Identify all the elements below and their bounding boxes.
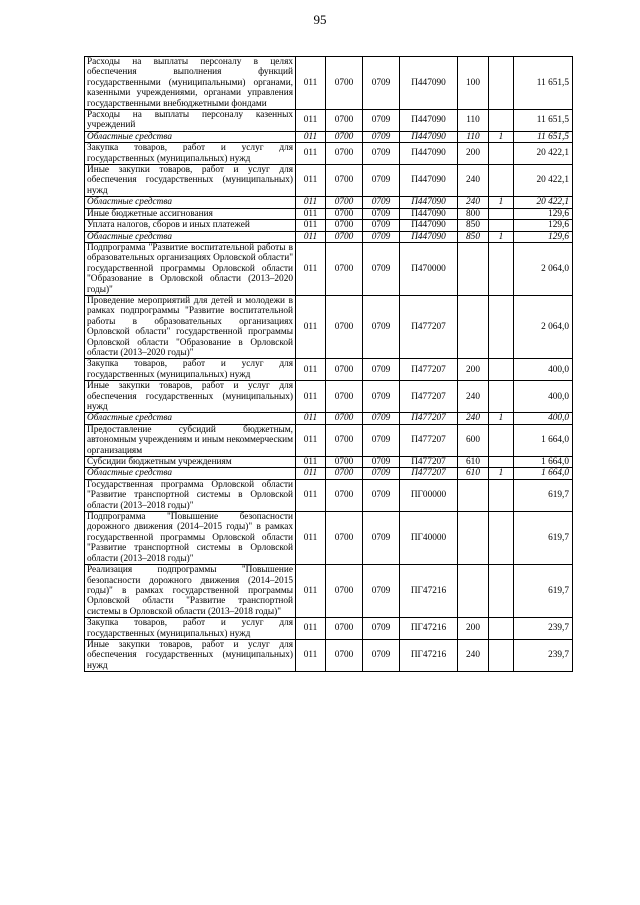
row-description: Закупка товаров, работ и услуг для государственных (муниципальных) нужд bbox=[85, 359, 296, 381]
section-code: 0700 bbox=[326, 381, 363, 413]
section-code: 0700 bbox=[326, 165, 363, 197]
table-row bbox=[85, 381, 573, 413]
target-article-code: П470000 bbox=[400, 242, 458, 295]
expense-type-code: 600 bbox=[458, 424, 489, 456]
section-code: 0700 bbox=[326, 131, 363, 142]
expense-type-code bbox=[458, 565, 489, 618]
section-code: 0700 bbox=[326, 512, 363, 565]
subsection-code: 0709 bbox=[363, 424, 400, 456]
funding-source-code bbox=[489, 165, 514, 197]
row-description: Предоставление субсидий бюджетным, автономным учреждениям и иным некоммерческим организациям bbox=[85, 424, 296, 456]
amount: 1 664,0 bbox=[514, 468, 573, 479]
expense-type-code: 850 bbox=[458, 220, 489, 231]
table-row bbox=[85, 413, 573, 424]
table-row bbox=[85, 457, 573, 468]
row-description: Закупка товаров, работ и услуг для государственных (муниципальных) нужд bbox=[85, 618, 296, 640]
section-code: 0700 bbox=[326, 295, 363, 358]
expense-type-code bbox=[458, 512, 489, 565]
subsection-code: 0709 bbox=[363, 143, 400, 165]
expense-type-code: 240 bbox=[458, 381, 489, 413]
row-description: Областные средства bbox=[85, 413, 296, 424]
expense-type-code: 240 bbox=[458, 197, 489, 208]
target-article-code: П477207 bbox=[400, 413, 458, 424]
funding-source-code: 1 bbox=[489, 231, 514, 242]
subsection-code: 0709 bbox=[363, 359, 400, 381]
subsection-code: 0709 bbox=[363, 57, 400, 110]
section-code: 0700 bbox=[326, 618, 363, 640]
table-row bbox=[85, 468, 573, 479]
funding-source-code bbox=[489, 110, 514, 132]
amount: 1 664,0 bbox=[514, 424, 573, 456]
section-code: 0700 bbox=[326, 231, 363, 242]
budget-table bbox=[84, 56, 573, 672]
funding-source-code: 1 bbox=[489, 468, 514, 479]
row-description: Подпрограмма "Повышение безопасности дорожного движения (2014–2015 годы)" в рамках государственной программы Орловской области "Развитие транспортной системы в Орловской области (2013–2018 годы)" bbox=[85, 512, 296, 565]
amount: 400,0 bbox=[514, 381, 573, 413]
target-article-code: П447090 bbox=[400, 165, 458, 197]
section-code: 0700 bbox=[326, 242, 363, 295]
section-code: 0700 bbox=[326, 424, 363, 456]
subsection-code: 0709 bbox=[363, 457, 400, 468]
table-row bbox=[85, 512, 573, 565]
amount: 239,7 bbox=[514, 639, 573, 671]
funding-source-code bbox=[489, 457, 514, 468]
row-description: Иные закупки товаров, работ и услуг для обеспечения государственных (муниципальных) нужд bbox=[85, 381, 296, 413]
funding-source-code bbox=[489, 57, 514, 110]
expense-type-code bbox=[458, 479, 489, 511]
target-article-code: П447090 bbox=[400, 131, 458, 142]
subsection-code: 0709 bbox=[363, 165, 400, 197]
amount: 11 651,5 bbox=[514, 131, 573, 142]
row-description: Расходы на выплаты персоналу казенных учреждений bbox=[85, 110, 296, 132]
amount: 20 422,1 bbox=[514, 143, 573, 165]
section-code: 0700 bbox=[326, 143, 363, 165]
ministry-code: 011 bbox=[296, 165, 326, 197]
subsection-code: 0709 bbox=[363, 242, 400, 295]
ministry-code: 011 bbox=[296, 618, 326, 640]
subsection-code: 0709 bbox=[363, 110, 400, 132]
table-row bbox=[85, 220, 573, 231]
ministry-code: 011 bbox=[296, 57, 326, 110]
expense-type-code: 110 bbox=[458, 131, 489, 142]
funding-source-code bbox=[489, 424, 514, 456]
funding-source-code bbox=[489, 220, 514, 231]
amount: 129,6 bbox=[514, 208, 573, 219]
subsection-code: 0709 bbox=[363, 565, 400, 618]
ministry-code: 011 bbox=[296, 424, 326, 456]
table-row bbox=[85, 165, 573, 197]
section-code: 0700 bbox=[326, 220, 363, 231]
table-row bbox=[85, 479, 573, 511]
target-article-code: П477207 bbox=[400, 468, 458, 479]
amount: 11 651,5 bbox=[514, 110, 573, 132]
ministry-code: 011 bbox=[296, 468, 326, 479]
subsection-code: 0709 bbox=[363, 468, 400, 479]
amount: 1 664,0 bbox=[514, 457, 573, 468]
ministry-code: 011 bbox=[296, 295, 326, 358]
table-row bbox=[85, 639, 573, 671]
funding-source-code bbox=[489, 143, 514, 165]
amount: 619,7 bbox=[514, 479, 573, 511]
table-row bbox=[85, 242, 573, 295]
section-code: 0700 bbox=[326, 639, 363, 671]
expense-type-code bbox=[458, 242, 489, 295]
expense-type-code: 800 bbox=[458, 208, 489, 219]
ministry-code: 011 bbox=[296, 639, 326, 671]
expense-type-code bbox=[458, 295, 489, 358]
table-row bbox=[85, 359, 573, 381]
amount: 400,0 bbox=[514, 413, 573, 424]
ministry-code: 011 bbox=[296, 110, 326, 132]
row-description: Субсидии бюджетным учреждениям bbox=[85, 457, 296, 468]
table-row bbox=[85, 208, 573, 219]
funding-source-code: 1 bbox=[489, 413, 514, 424]
target-article-code: ПГ47216 bbox=[400, 565, 458, 618]
table-row bbox=[85, 618, 573, 640]
funding-source-code bbox=[489, 639, 514, 671]
subsection-code: 0709 bbox=[363, 295, 400, 358]
expense-type-code: 200 bbox=[458, 143, 489, 165]
subsection-code: 0709 bbox=[363, 131, 400, 142]
expense-type-code: 110 bbox=[458, 110, 489, 132]
funding-source-code bbox=[489, 295, 514, 358]
funding-source-code: 1 bbox=[489, 131, 514, 142]
row-description: Иные закупки товаров, работ и услуг для обеспечения государственных (муниципальных) нужд bbox=[85, 639, 296, 671]
subsection-code: 0709 bbox=[363, 381, 400, 413]
target-article-code: П477207 bbox=[400, 457, 458, 468]
section-code: 0700 bbox=[326, 359, 363, 381]
target-article-code: ПГ00000 bbox=[400, 479, 458, 511]
funding-source-code bbox=[489, 479, 514, 511]
expense-type-code: 200 bbox=[458, 359, 489, 381]
amount: 2 064,0 bbox=[514, 242, 573, 295]
ministry-code: 011 bbox=[296, 208, 326, 219]
expense-type-code: 240 bbox=[458, 413, 489, 424]
funding-source-code bbox=[489, 565, 514, 618]
target-article-code: П447090 bbox=[400, 231, 458, 242]
funding-source-code bbox=[489, 208, 514, 219]
target-article-code: П477207 bbox=[400, 424, 458, 456]
row-description: Иные бюджетные ассигнования bbox=[85, 208, 296, 219]
target-article-code: П447090 bbox=[400, 57, 458, 110]
row-description: Расходы на выплаты персоналу в целях обеспечения выполнения функций государственными (муниципальными) органами, казенными учреждениями, органами управления государственными внебюджетными фондами bbox=[85, 57, 296, 110]
expense-type-code: 240 bbox=[458, 165, 489, 197]
funding-source-code: 1 bbox=[489, 197, 514, 208]
subsection-code: 0709 bbox=[363, 231, 400, 242]
target-article-code: ПГ47216 bbox=[400, 618, 458, 640]
amount: 619,7 bbox=[514, 565, 573, 618]
row-description: Областные средства bbox=[85, 197, 296, 208]
expense-type-code: 100 bbox=[458, 57, 489, 110]
ministry-code: 011 bbox=[296, 220, 326, 231]
section-code: 0700 bbox=[326, 413, 363, 424]
section-code: 0700 bbox=[326, 57, 363, 110]
expense-type-code: 200 bbox=[458, 618, 489, 640]
ministry-code: 011 bbox=[296, 359, 326, 381]
table-row bbox=[85, 424, 573, 456]
table-row bbox=[85, 143, 573, 165]
table-row bbox=[85, 131, 573, 142]
amount: 20 422,1 bbox=[514, 197, 573, 208]
expense-type-code: 610 bbox=[458, 468, 489, 479]
funding-source-code bbox=[489, 381, 514, 413]
table-row bbox=[85, 231, 573, 242]
target-article-code: П447090 bbox=[400, 143, 458, 165]
row-description: Реализация подпрограммы "Повышение безопасности дорожного движения (2014–2015 годы)" в рамках государственной программы Орловской области "Развитие транспортной системы в Орловской области (2013–2018 годы)" bbox=[85, 565, 296, 618]
section-code: 0700 bbox=[326, 197, 363, 208]
amount: 20 422,1 bbox=[514, 165, 573, 197]
amount: 129,6 bbox=[514, 220, 573, 231]
expense-type-code: 850 bbox=[458, 231, 489, 242]
ministry-code: 011 bbox=[296, 413, 326, 424]
amount: 619,7 bbox=[514, 512, 573, 565]
row-description: Государственная программа Орловской области "Развитие транспортной системы в Орловской области (2013–2018 годы)" bbox=[85, 479, 296, 511]
funding-source-code bbox=[489, 242, 514, 295]
funding-source-code bbox=[489, 618, 514, 640]
target-article-code: П447090 bbox=[400, 220, 458, 231]
subsection-code: 0709 bbox=[363, 512, 400, 565]
expense-type-code: 240 bbox=[458, 639, 489, 671]
section-code: 0700 bbox=[326, 457, 363, 468]
target-article-code: П477207 bbox=[400, 381, 458, 413]
table-row bbox=[85, 110, 573, 132]
target-article-code: П447090 bbox=[400, 208, 458, 219]
ministry-code: 011 bbox=[296, 231, 326, 242]
row-description: Областные средства bbox=[85, 131, 296, 142]
ministry-code: 011 bbox=[296, 381, 326, 413]
table-row bbox=[85, 197, 573, 208]
amount: 2 064,0 bbox=[514, 295, 573, 358]
amount: 400,0 bbox=[514, 359, 573, 381]
row-description: Закупка товаров, работ и услуг для государственных (муниципальных) нужд bbox=[85, 143, 296, 165]
section-code: 0700 bbox=[326, 479, 363, 511]
subsection-code: 0709 bbox=[363, 208, 400, 219]
target-article-code: П447090 bbox=[400, 197, 458, 208]
ministry-code: 011 bbox=[296, 131, 326, 142]
section-code: 0700 bbox=[326, 110, 363, 132]
target-article-code: П447090 bbox=[400, 110, 458, 132]
subsection-code: 0709 bbox=[363, 479, 400, 511]
target-article-code: П477207 bbox=[400, 359, 458, 381]
subsection-code: 0709 bbox=[363, 220, 400, 231]
row-description: Проведение мероприятий для детей и молодежи в рамках подпрограммы "Развитие воспитательной работы в образовательных организациях Орловской области" государственной программы Орловской области "Образование в Орловской области (2013–2020 годы)" bbox=[85, 295, 296, 358]
ministry-code: 011 bbox=[296, 457, 326, 468]
funding-source-code bbox=[489, 359, 514, 381]
ministry-code: 011 bbox=[296, 143, 326, 165]
row-description: Областные средства bbox=[85, 468, 296, 479]
ministry-code: 011 bbox=[296, 565, 326, 618]
table-row bbox=[85, 295, 573, 358]
page-number: 95 bbox=[313, 12, 327, 27]
subsection-code: 0709 bbox=[363, 197, 400, 208]
ministry-code: 011 bbox=[296, 242, 326, 295]
row-description: Подпрограмма "Развитие воспитательной работы в образовательных организациях Орловской области" государственной программы Орловской области "Образование в Орловской области (2013–2020 годы)" bbox=[85, 242, 296, 295]
target-article-code: ПГ47216 bbox=[400, 639, 458, 671]
target-article-code: ПГ40000 bbox=[400, 512, 458, 565]
expense-type-code: 610 bbox=[458, 457, 489, 468]
table-row bbox=[85, 57, 573, 110]
subsection-code: 0709 bbox=[363, 639, 400, 671]
ministry-code: 011 bbox=[296, 512, 326, 565]
row-description: Иные закупки товаров, работ и услуг для обеспечения государственных (муниципальных) нужд bbox=[85, 165, 296, 197]
subsection-code: 0709 bbox=[363, 413, 400, 424]
ministry-code: 011 bbox=[296, 197, 326, 208]
section-code: 0700 bbox=[326, 208, 363, 219]
section-code: 0700 bbox=[326, 565, 363, 618]
section-code: 0700 bbox=[326, 468, 363, 479]
subsection-code: 0709 bbox=[363, 618, 400, 640]
row-description: Областные средства bbox=[85, 231, 296, 242]
table-row bbox=[85, 565, 573, 618]
amount: 239,7 bbox=[514, 618, 573, 640]
amount: 129,6 bbox=[514, 231, 573, 242]
funding-source-code bbox=[489, 512, 514, 565]
row-description: Уплата налогов, сборов и иных платежей bbox=[85, 220, 296, 231]
amount: 11 651,5 bbox=[514, 57, 573, 110]
target-article-code: П477207 bbox=[400, 295, 458, 358]
ministry-code: 011 bbox=[296, 479, 326, 511]
